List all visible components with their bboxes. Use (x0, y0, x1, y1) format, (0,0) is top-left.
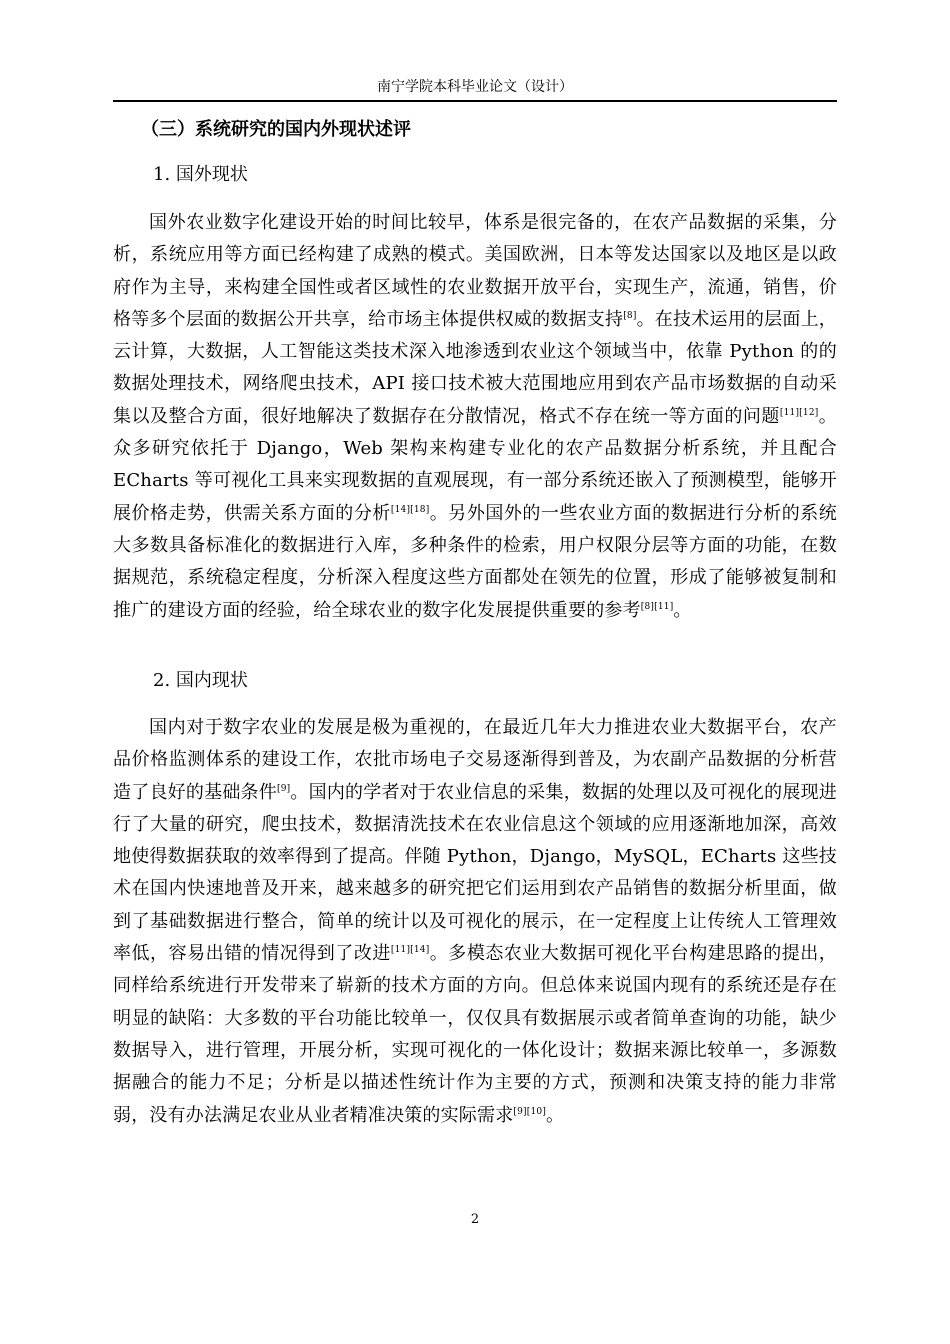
citation: [11][12] (779, 407, 819, 418)
paragraph-domestic-status (113, 712, 837, 1132)
subheading-foreign: 1. 国外现状 (153, 164, 248, 185)
paragraph-text: 。 (546, 1104, 565, 1126)
page-number: 2 (470, 1212, 480, 1227)
paragraph-text: 国外农业数字化建设开始的时间比较早，体系是很完备的，在农产品数据的采集，分析，系统应用等方面已经构建了成熟的模式。美国欧洲，日本等发达国家以及地区是以政府作为主导，来构建全国性或者区域性的农业数据开放平台，实现生产，流通，销售，价格等多个层面的数据公开共享，给市场主体提供权威的数据支持 (113, 212, 837, 330)
citation: [8][11] (640, 601, 674, 612)
subheading-domestic: 2. 国内现状 (153, 670, 248, 691)
citation: [9][10] (513, 1106, 547, 1117)
paragraph-text: 。在技术运用的层面上，云计算，大数据，人工智能这类技术深入地渗透到农业这个领域当中，依靠 Python 的的数据处理技术，网络爬虫技术，API 接口技术被大范围地应用到农产品市场数据的自动采集以及整合方面，很好地解决了数据存在分散情况，格式不存在统一等方面的问题 (113, 308, 837, 427)
paragraph-text: 国内对于数字农业的发展是极为重视的，在最近几年大力推进农业大数据平台，农产品价格监测体系的建设工作，农批市场电子交易逐渐得到普及，为农副产品数据的分析营造了良好的基础条件 (113, 717, 837, 803)
paragraph-foreign-status (113, 207, 837, 627)
paragraph-text: 。多模态农业大数据可视化平台构建思路的提出，同样给系统进行开发带来了崭新的技术方面的方向。但总体来说国内现有的系统还是存在明显的缺陷：大多数的平台功能比较单一，仅仅具有数据展示或者简单查询的功能，缺少数据导入，进行管理，开展分析，实现可视化的一体化设计；数据来源比较单一，多源数据融合的能力不足；分析是以描述性统计作为主要的方式，预测和决策支持的能力非常弱，没有办法满足农业从业者精准决策的实际需求 (113, 943, 838, 1126)
citation: [11][14] (390, 945, 430, 956)
citation: [8] (623, 310, 637, 321)
header-title: 南宁学院本科毕业论文（设计） (377, 79, 573, 95)
section-heading: （三）系统研究的国内外现状述评 (141, 119, 411, 140)
paragraph-text: 。众多研究依托于 Django，Web 架构来构建专业化的农产品数据分析系统，并且配合 ECharts 等可视化工具来实现数据的直观展现，有一部分系统还嵌入了预测模型，能够开展价格走势，供需关系方面的分析 (113, 405, 837, 524)
citation: [9] (277, 783, 291, 794)
header-divider (113, 100, 837, 102)
paragraph-text: 。国内的学者对于农业信息的采集，数据的处理以及可视化的展现进行了大量的研究，爬虫技术，数据清洗技术在农业信息这个领域的应用逐渐地加深，高效地使得数据获取的效率得到了提高。伴随 Python，Django，MySQL，ECharts 这些技术在国内快速地普及开来，越来越多的研究把它们运用到农产品销售的数据分析里面，做到了基础数据进行整合，简单的统计以及可视化的展示，在一定程度上让传统人工管理效率低，容易出错的情况得到了改进 (113, 781, 837, 965)
paragraph-text: 。 (673, 599, 692, 621)
citation: [14][18] (390, 504, 430, 515)
paragraph-text: 。另外国外的一些农业方面的数据进行分析的系统大多数具备标准化的数据进行入库，多种条件的检索，用户权限分层等方面的功能，在数据规范，系统稳定程度，分析深入程度这些方面都处在领先的位置，形成了能够被复制和推广的建设方面的经验，给全球农业的数字化发展提供重要的参考 (113, 502, 838, 621)
